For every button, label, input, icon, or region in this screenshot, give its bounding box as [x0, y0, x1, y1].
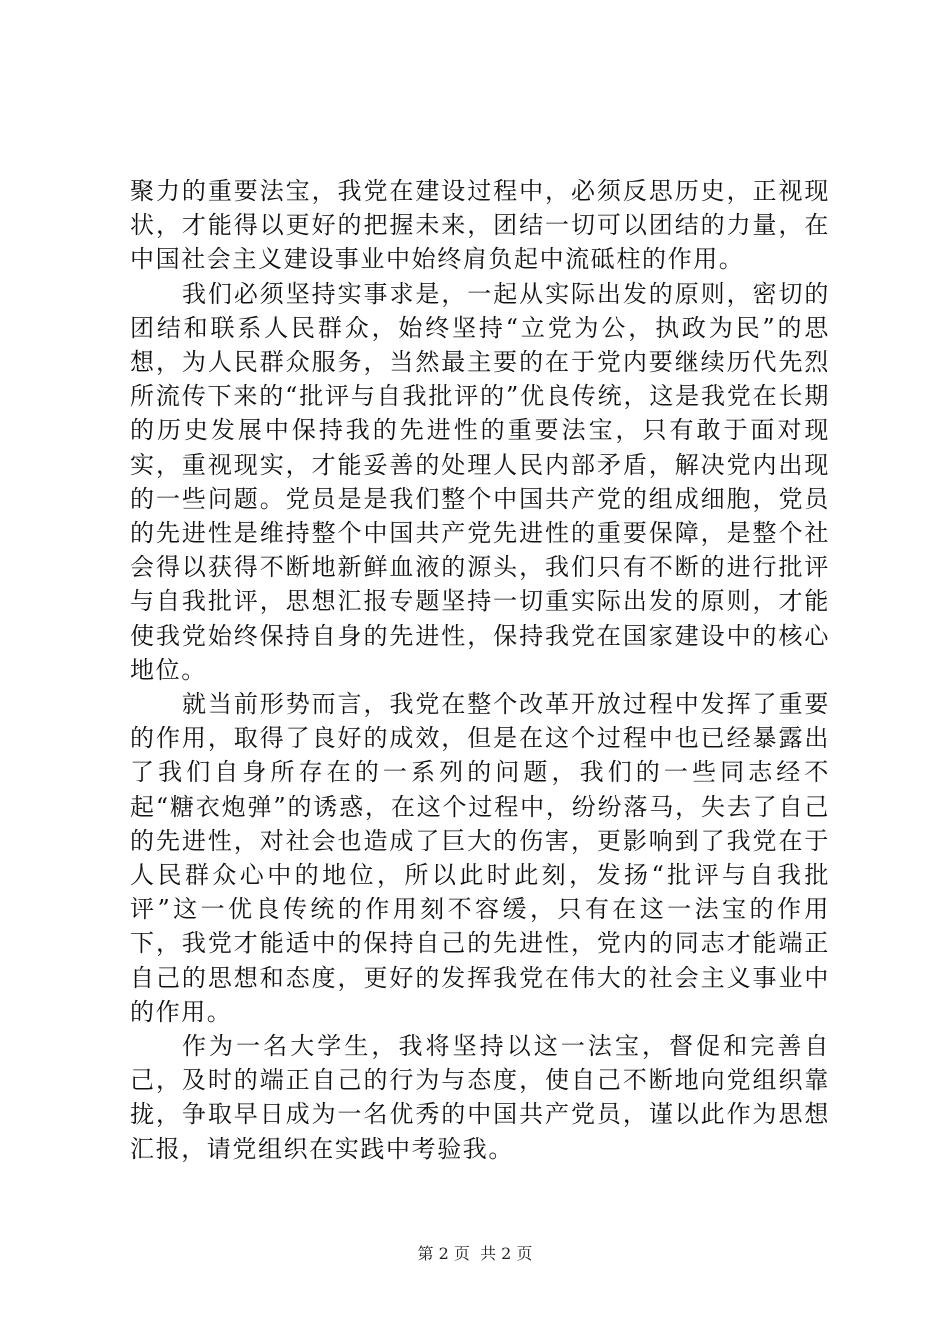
page-footer: [0, 1244, 950, 1264]
paragraph-3: 就当前形势而言，我党在整个改革开放过程中发挥了重要的作用，取得了良好的成效，但是在这个过程中也已经暴露出了我们自身所存在的一系列的问题，我们的一些同志经不起“糖衣炮弹”的诱惑，在这个过程中，纷纷落马，失去了自己的先进性，对社会也造成了巨大的伤害，更影响到了我党在于人民群众心中的地位，所以此时此刻，发扬“批评与自我批评”这一优良传统的作用刻不容缓，只有在这一法宝的作用下，我党才能适中的保持自己的先进性，党内的同志才能端正自己的思想和态度，更好的发挥我党在伟大的社会主义事业中的作用。: [130, 690, 830, 1026]
page-number-label: 第 2 页 共 2 页: [417, 1244, 533, 1263]
paragraph-2: 我们必须坚持实事求是，一起从实际出发的原则，密切的团结和联系人民群众，始终坚持“立党为公，执政为民”的思想，为人民群众服务，当然最主要的在于党内要继续历代先烈所流传下来的“批评与自我批评的”优良传统，这是我党在长期的历史发展中保持我的先进性的重要法宝，只有敢于面对现实，重视现实，才能妥善的处理人民内部矛盾，解决党内出现的一些问题。党员是是我们整个中国共产党的组成细胞，党员的先进性是维持整个中国共产党先进性的重要保障，是整个社会得以获得不断地新鲜血液的源头，我们只有不断的进行批评与自我批评，思想汇报专题坚持一切重实际出发的原则，才能使我党始终保持自身的先进性，保持我党在国家建设中的核心地位。: [130, 279, 830, 684]
paragraph-1: 聚力的重要法宝，我党在建设过程中，必须反思历史，正视现状，才能得以更好的把握未来，团结一切可以团结的力量，在中国社会主义建设事业中始终肩负起中流砥柱的作用。: [130, 177, 830, 274]
paragraph-4: 作为一名大学生，我将坚持以这一法宝，督促和完善自己，及时的端正自己的行为与态度，使自己不断地向党组织靠拢，争取早日成为一名优秀的中国共产党员，谨以此作为思想汇报，请党组织在实践中考验我。: [130, 1032, 830, 1163]
document-body: [130, 174, 830, 1166]
